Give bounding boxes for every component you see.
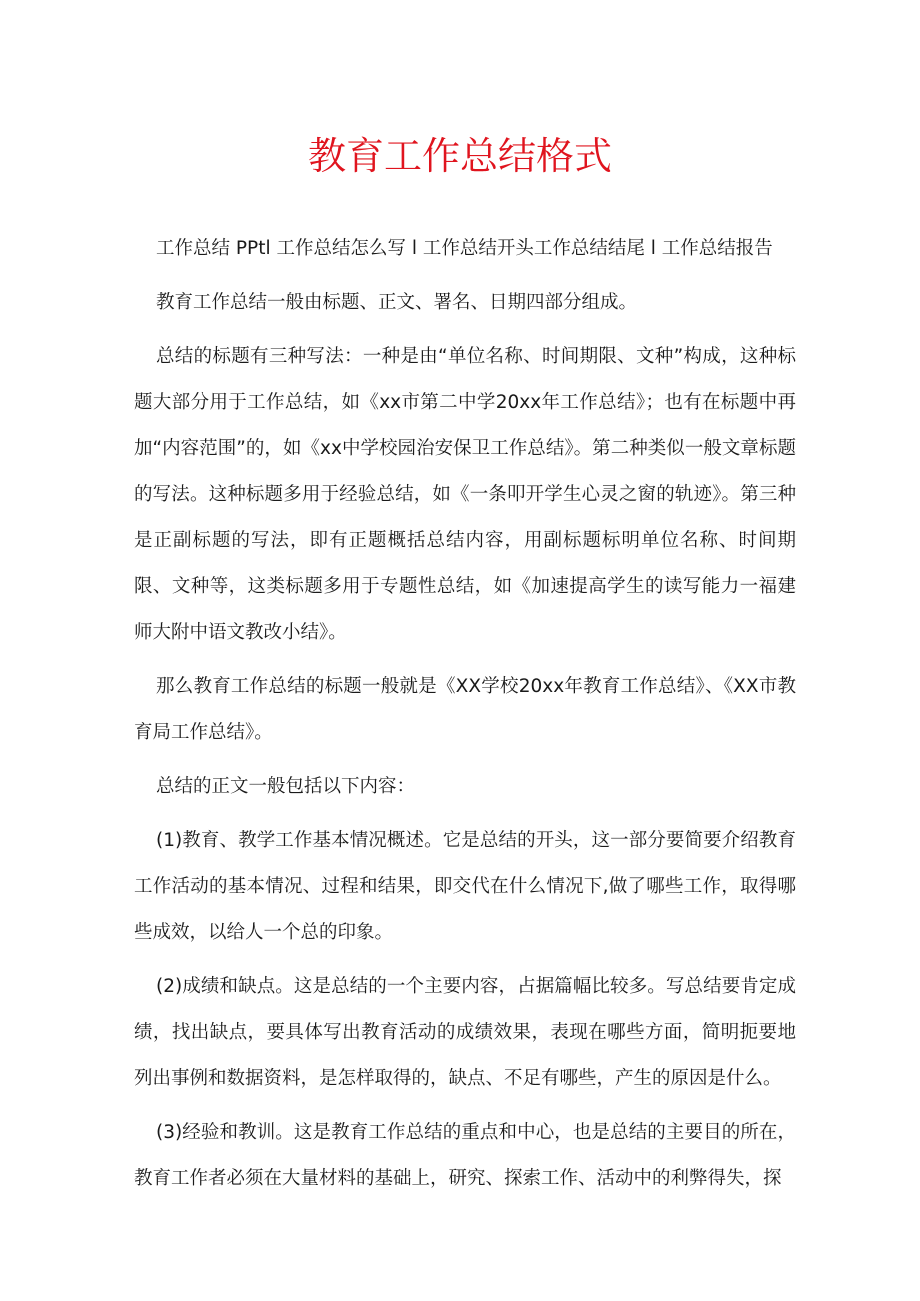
paragraph-item-2: (2)成绩和缺点。这是总结的一个主要内容，占据篇幅比较多。写总结要肯定成绩，找出缺点，要具体写出教育活动的成绩效果，表现在哪些方面，简明扼要地列出事例和数据资料，是怎样取得的，缺点、不足有哪些，产生的原因是什么。 [134, 976, 796, 1089]
document-body [134, 226, 796, 1202]
document-title: 教育工作总结格式 [307, 134, 612, 178]
paragraph-title-styles: 总结的标题有三种写法：一种是由“单位名称、时间期限、文种”构成，这种标题大部分用于工作总结，如《xx市第二中学20xx年工作总结》；也有在标题中再加“内容范围”的，如《xx中学校园治安保卫工作总结》。第二种类似一般文章标题的写法。这种标题多用于经验总结，如《一条叩开学生心灵之窗的轨迹》。第三种是正副标题的写法，即有正题概括总结内容，用副标题标明单位名称、时间期限、文种等，这类标题多用于专题性总结，如《加速提高学生的读写能力一福建师大附中语文教改小结》。 [134, 346, 796, 643]
related-links-line: 工作总结 PPtl 工作总结怎么写 l 工作总结开头工作总结结尾 l 工作总结报告 [156, 238, 773, 259]
paragraph-item-3: (3)经验和教训。这是教育工作总结的重点和中心，也是总结的主要目的所在，教育工作者必须在大量材料的基础上，研究、探索工作、活动中的利弊得失，探 [134, 1122, 796, 1189]
paragraph-item-1: (1)教育、教学工作基本情况概述。它是总结的开头，这一部分要简要介绍教育工作活动的基本情况、过程和结果，即交代在什么情况下,做了哪些工作，取得哪些成效，以给人一个总的印象。 [134, 830, 796, 943]
paragraph-body-intro: 总结的正文一般包括以下内容： [156, 776, 416, 797]
paragraph-composition: 教育工作总结一般由标题、正文、署名、日期四部分组成。 [156, 292, 638, 313]
paragraph-title-example: 那么教育工作总结的标题一般就是《XX学校20xx年教育工作总结》、《XX市教育局工作总结》。 [134, 676, 796, 743]
